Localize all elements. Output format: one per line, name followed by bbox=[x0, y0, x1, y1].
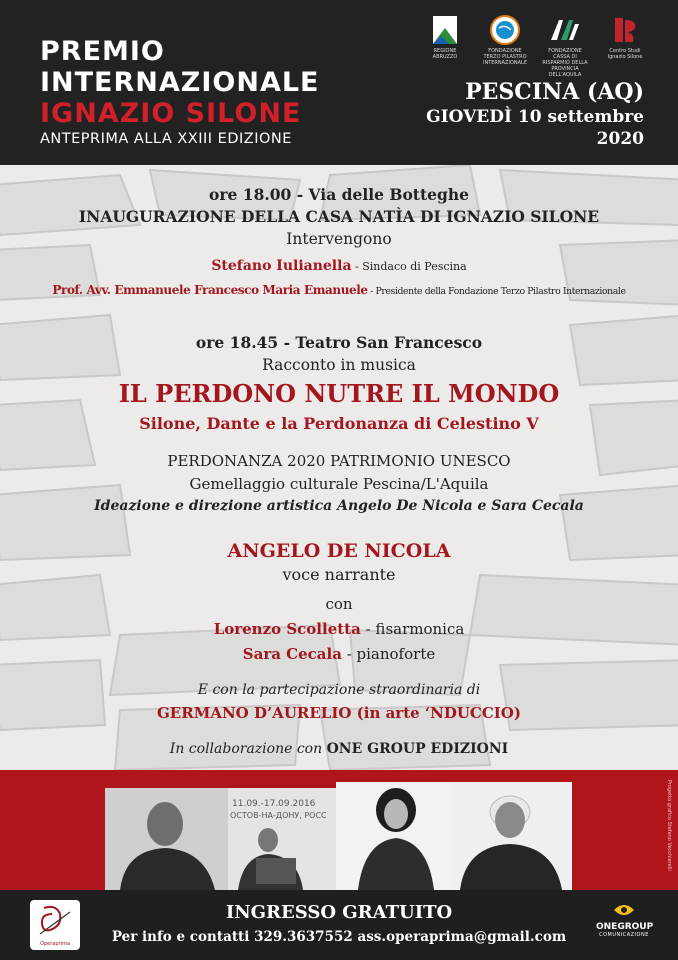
musician2-name: Sara Cecala bbox=[242, 645, 342, 663]
regione-abruzzo-logo: REGIONE ABRUZZO bbox=[422, 14, 468, 60]
musician2 bbox=[0, 645, 678, 663]
pianist-photo-image bbox=[336, 782, 452, 890]
musician1 bbox=[0, 620, 678, 638]
brand-line-3: IGNAZIO SILONE bbox=[40, 98, 302, 129]
musician1-name: Lorenzo Scolletta bbox=[213, 620, 361, 638]
collab-name: ONE GROUP EDIZIONI bbox=[326, 741, 509, 757]
event1-title: INAUGURAZIONE DELLA CASA NATÌA DI IGNAZIO SILONE bbox=[78, 207, 600, 226]
event1-speaker2 bbox=[0, 283, 678, 297]
event-year: 2020 bbox=[596, 129, 644, 149]
narrator-photo-image bbox=[105, 788, 230, 890]
regione-abruzzo-icon bbox=[429, 14, 461, 46]
onegroup-name: ONEGROUP bbox=[596, 922, 654, 932]
free-entry: INGRESSO GRATUITO bbox=[225, 902, 453, 923]
event2-kind: Racconto in musica bbox=[262, 356, 416, 374]
terzo-pilastro-logo: FONDAZIONE TERZO PILASTRO INTERNAZIONALE bbox=[482, 14, 528, 66]
event-place-date bbox=[426, 78, 644, 150]
centro-studi-silone-logo: Centro Studi Ignazio Silone bbox=[602, 14, 648, 60]
collaboration bbox=[0, 741, 678, 757]
event2-line2: Gemellaggio culturale Pescina/L'Aquila bbox=[189, 475, 489, 493]
musician2-role: - pianoforte bbox=[341, 645, 436, 663]
special-intro: E con la partecipazione straordinaria di bbox=[197, 682, 481, 698]
guest-photo-image bbox=[452, 782, 572, 890]
event-date: GIOVEDÌ 10 settembre bbox=[426, 107, 644, 127]
operaprima-name: Operaprima bbox=[40, 941, 70, 947]
speaker2-name: Prof. Avv. Emmanuele Francesco Maria Emanuele bbox=[52, 283, 368, 297]
brand-line-4: ANTEPRIMA ALLA XXIII EDIZIONE bbox=[40, 131, 292, 147]
event1-time: ore 18.00 - Via delle Botteghe bbox=[209, 185, 469, 204]
narrator-role: voce narrante bbox=[282, 565, 396, 584]
program-section bbox=[0, 165, 678, 770]
contact-info: Per info e contatti 329.3637552 ass.operaprima@gmail.com bbox=[111, 929, 567, 945]
fondazione-carispaq-logo: FONDAZIONE CASSA DI RISPARMIO DELLA PROVINCIA DELL'AQUILA bbox=[542, 14, 588, 78]
brand-line-1: PREMIO bbox=[40, 36, 165, 67]
event1-intro: Intervengono bbox=[286, 230, 392, 248]
photo-banner-text: 11.09.-17.09.2016 bbox=[232, 799, 316, 809]
photo-germano-daurelio bbox=[452, 782, 572, 890]
accordion-photo-image bbox=[228, 788, 346, 890]
musician1-role: - fisarmonica bbox=[360, 620, 465, 638]
special-guest: GERMANO D’AURELIO (in arte ‘NDUCCIO) bbox=[157, 704, 521, 722]
performers-photo-band bbox=[0, 770, 678, 890]
photo-banner-text-2: ОСТОВ-НА-ДОНУ, РОСС bbox=[230, 811, 327, 820]
speaker1-role: - Sindaco di Pescina bbox=[351, 260, 467, 273]
event-city: PESCINA (AQ) bbox=[465, 79, 644, 105]
photo-lorenzo-scolletta bbox=[228, 788, 346, 890]
globe-icon bbox=[489, 14, 521, 46]
speaker1-name: Stefano Iulianella bbox=[211, 258, 352, 274]
fondazione-mark-icon bbox=[549, 14, 581, 46]
premio-logo bbox=[40, 36, 320, 147]
onegroup-logo bbox=[596, 904, 652, 938]
onegroup-mark-icon bbox=[612, 902, 636, 920]
event2-time: ore 18.45 - Teatro San Francesco bbox=[195, 333, 483, 352]
header bbox=[0, 0, 678, 165]
graphic-credit: Progetto grafico Stefano Vecchiarelli bbox=[666, 780, 672, 871]
sponsor-logos bbox=[422, 14, 648, 78]
narrator-name: ANGELO DE NICOLA bbox=[227, 540, 451, 562]
speaker2-role: - Presidente della Fondazione Terzo Pilastro Internazionale bbox=[367, 286, 626, 297]
centro-studi-mark-icon bbox=[609, 14, 641, 46]
brand-line-2: INTERNAZIONALE bbox=[40, 67, 320, 98]
onegroup-sub: COMUNICAZIONE bbox=[599, 932, 649, 938]
collab-intro: In collaborazione con bbox=[169, 741, 327, 757]
event2-line1: PERDONANZA 2020 PATRIMONIO UNESCO bbox=[167, 452, 511, 470]
with-label: con bbox=[325, 595, 353, 613]
event2-line3: Ideazione e direzione artistica Angelo De Nicola e Sara Cecala bbox=[94, 498, 584, 514]
photo-sara-cecala bbox=[336, 782, 452, 890]
event2-subtitle: Silone, Dante e la Perdonanza di Celestino V bbox=[139, 414, 539, 433]
event2-title: IL PERDONO NUTRE IL MONDO bbox=[118, 379, 560, 408]
footer bbox=[0, 890, 678, 960]
event1-speaker1 bbox=[0, 258, 678, 274]
photo-angelo-de-nicola bbox=[105, 788, 230, 890]
